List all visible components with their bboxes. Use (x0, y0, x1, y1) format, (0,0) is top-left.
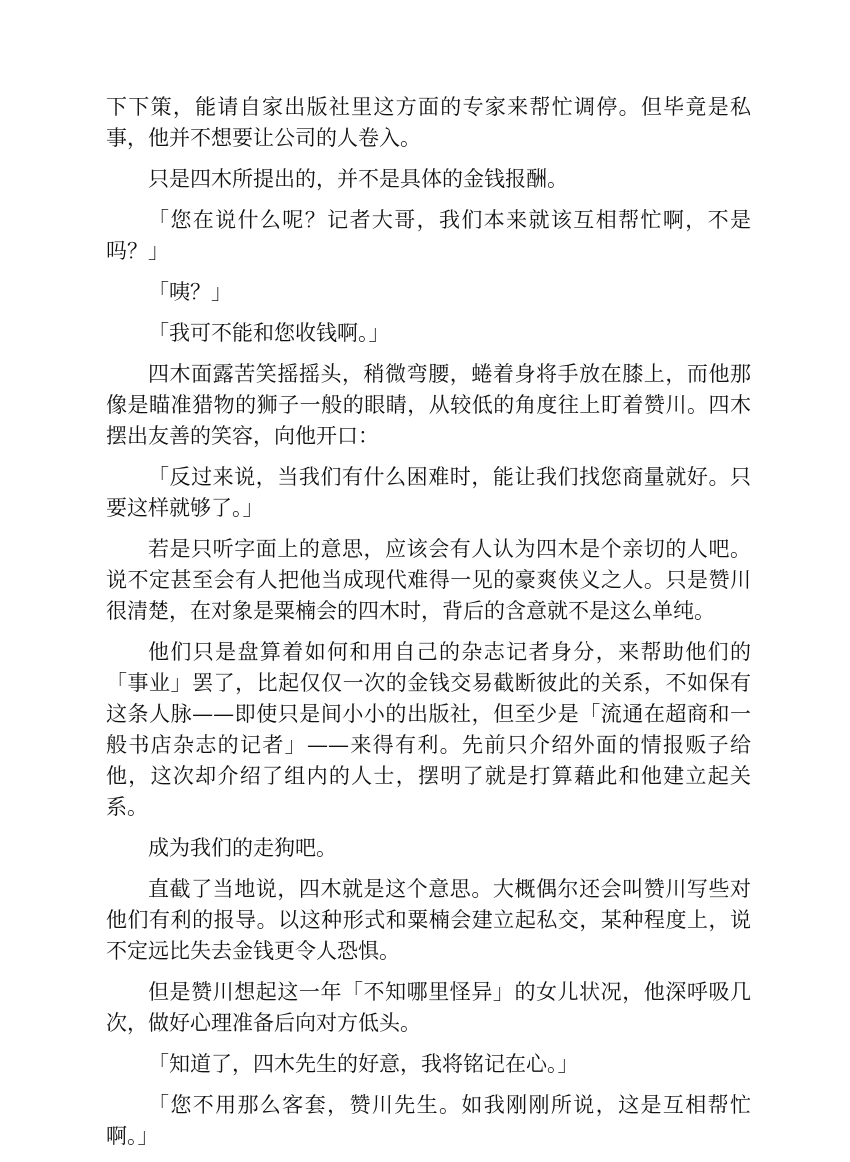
paragraph-6: 四木面露苦笑摇摇头，稍微弯腰，蜷着身将手放在膝上，而他那像是瞄准猎物的狮子一般的眼睛，从较低的角度往上盯着赞川。四木摆出友善的笑容，向他开口： (106, 362, 751, 448)
paragraph-2: 只是四木所提出的，并不是具体的金钱报酬。 (148, 167, 568, 191)
paragraph-11: 直截了当地说，四木就是这个意思。大概偶尔还会叫赞川写些对他们有利的报导。以这种形式和粟楠会建立起私交，某种程度上，说不定远比失去金钱更令人恐惧。 (106, 877, 751, 963)
paragraph-12: 但是赞川想起这一年「不知哪里怪异」的女儿状况，他深呼吸几次，做好心理准备后向对方低头。 (106, 980, 751, 1035)
paragraph-10: 成为我们的走狗吧。 (148, 836, 337, 860)
document-page (106, 92, 751, 1162)
paragraph-9: 他们只是盘算着如何和用自己的杂志记者身分，来帮助他们的「事业」罢了，比起仅仅一次的金钱交易截断彼此的关系，不如保有这条人脉——即使只是间小小的出版社，但至少是「流通在超商和一般书店杂志的记者」——来得有利。先前只介绍外面的情报贩子给他，这次却介绍了组内的人士，摆明了就是打算藉此和他建立起关系。 (106, 640, 751, 819)
paragraph-4: 「咦？」 (148, 280, 232, 304)
paragraph-3: 「您在说什么呢？记者大哥，我们本来就该互相帮忙啊，不是吗？」 (106, 208, 751, 263)
paragraph-8: 若是只听字面上的意思，应该会有人认为四木是个亲切的人吧。说不定甚至会有人把他当成现代难得一见的豪爽侠义之人。只是赞川很清楚，在对象是粟楠会的四木时，背后的含意就不是这么单纯。 (106, 537, 751, 623)
paragraph-1: 下下策，能请自家出版社里这方面的专家来帮忙调停。但毕竟是私事，他并不想要让公司的人卷入。 (106, 95, 751, 150)
paragraph-13: 「知道了，四木先生的好意，我将铭记在心。」 (148, 1052, 579, 1076)
paragraph-7: 「反过来说，当我们有什么困难时，能让我们找您商量就好。只要这样就够了。」 (106, 465, 751, 520)
paragraph-5: 「我可不能和您收钱啊。」 (148, 321, 390, 345)
paragraph-14: 「您不用那么客套，赞川先生。如我刚刚所说，这是互相帮忙啊。」 (106, 1093, 751, 1148)
